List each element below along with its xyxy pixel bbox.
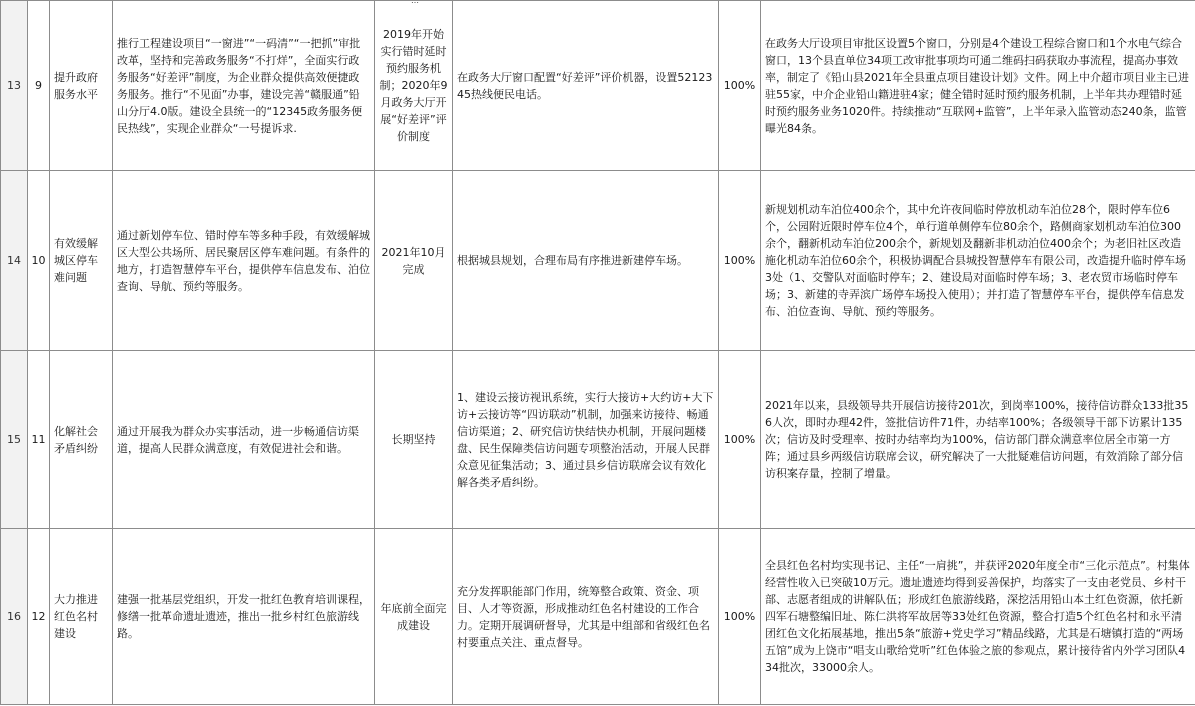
task-cell[interactable]: 大力推进红色名村建设 [50, 529, 113, 705]
table-row [1, 1, 1195, 171]
plan-cell[interactable]: 1、建设云接访视讯系统，实行大接访+大约访+大下访+云接访等“四访联动”机制，加强来访接待、畅通信访渠道；2、研究信访快结快办机制，开展问题楼盘、民生保障类信访问题专项整治活动，开展人民群众意见征集活动；3、通过县乡信访联席会议有效化解各类矛盾纠纷。 [453, 351, 719, 529]
plan-cell[interactable]: 根据城县规划，合理布局有序推进新建停车场。 [453, 171, 719, 351]
plan-cell[interactable]: 充分发挥职能部门作用，统筹整合政策、资金、项目、人才等资源，形成推动红色名村建设的工作合力。定期开展调研督导，尤其是中组部和省级红色名村要重点关注、重点督导。 [453, 529, 719, 705]
progress-cell[interactable]: 100% [719, 1, 761, 171]
result-cell[interactable]: 新规划机动车泊位400余个，其中允许夜间临时停放机动车泊位28个，限时停车位6个，公园附近限时停车位4个，单行道单侧停车位80余个，路侧商家划机动车泊位300余个，翻新机动车泊位200余个，新规划及翻新非机动泊位400余个；为老旧社区改造施化机动车泊位60余个，积极协调配合县城投智慧停车有限公司，改造提升临时停车场3处（1、交警队对面临时停车；2、建设局对面临时停车场；3、老农贸市场临时停车场；3、新建的寺弄滨广场停车场投入使用）；并打造了智慧停车平台，提供停车信息发布、泊位查询、导航、预约等服务。 [761, 171, 1195, 351]
measure-cell[interactable]: 通过新划停车位、错时停车等多种手段，有效缓解城区大型公共场所、居民聚居区停车难问题。有条件的地方，打造智慧停车平台，提供停车信息发布、泊位查询、导航、预约等服务。 [113, 171, 375, 351]
table-row [1, 529, 1195, 705]
progress-cell[interactable]: 100% [719, 529, 761, 705]
result-cell[interactable]: 全县红色名村均实现书记、主任“一肩挑”，并获评2020年度全市“三化示范点”。村集体经营性收入已突破10万元。遗址遗迹均得到妥善保护，均落实了一支由老党员、乡村干部、志愿者组成的讲解队伍；形成红色旅游线路，深挖活用铅山本土红色资源，依托新四军石塘整编旧址、陈仁洪将军故居等33处红色资源，整合打造5个红色名村和永平清团红色文化拓展基地，推出5条“旅游+党史学习”精品线路，尤其是石塘镇打造的“两场五馆”成为上饶市“唱支山歌给党听”红色体验之旅的参观点，累计接待省内外学习团队434批次，33000余人。 [761, 529, 1195, 705]
seq-cell[interactable]: 9 [28, 1, 50, 171]
deadline-cell[interactable]: 长期坚持 [375, 351, 453, 529]
deadline-cell[interactable]: 年底前全面完成建设 [375, 529, 453, 705]
row-header[interactable]: 13 [1, 1, 28, 171]
seq-cell[interactable]: 12 [28, 529, 50, 705]
row-header[interactable]: 15 [1, 351, 28, 529]
result-cell[interactable]: 在政务大厅设项目审批区设置5个窗口，分别是4个建设工程综合窗口和1个水电气综合窗口，13个县直单位34项工改审批事项均可通二维码扫码获取办事流程，提高办事效率，制定了《铅山县2021年全县重点项目建设计划》文件。网上中介超市项目业主已进驻55家，中介企业铅山籍进驻4家；健全错时延时预约服务机制，上半年共办理错时延时预约服务业务1020件。持续推动“互联网+监管”，上半年录入监管动态240条，监管曝光84条。 [761, 1, 1195, 171]
measure-cell[interactable]: 通过开展我为群众办实事活动，进一步畅通信访渠道，提高人民群众满意度，有效促进社会和谐。 [113, 351, 375, 529]
measure-cell[interactable]: 推行工程建设项目“一窗进”“一码清”“一把抓”审批改革，坚持和完善政务服务“不打烊”，全面实行政务服务“好差评”制度，为企业群众提供高效便捷政务服务。推行“不见面”办事，建设完善“赣服通”铅山分厅4.0版。建设全县统一的“12345政务服务便民热线”，实现企业群众“一号提诉求. [113, 1, 375, 171]
row-header[interactable]: 14 [1, 171, 28, 351]
progress-cell[interactable]: 100% [719, 171, 761, 351]
plan-cell[interactable]: 在政务大厅窗口配置“好差评”评价机器，设置5212345热线便民电话。 [453, 1, 719, 171]
measure-cell[interactable]: 建强一批基层党组织，开发一批红色教育培训课程，修缮一批革命遗址遗迹，推出一批乡村红色旅游线路。 [113, 529, 375, 705]
progress-cell[interactable]: 100% [719, 351, 761, 529]
deadline-cell[interactable]: 2019年开始实行错时延时预约服务机制；2020年9月政务大厅开展“好差评”评价制度 [375, 1, 453, 171]
seq-cell[interactable]: 11 [28, 351, 50, 529]
table-row [1, 351, 1195, 529]
result-cell[interactable]: 2021年以来，县级领导共开展信访接待201次，到岗率100%，接待信访群众133批356人次，即时办理42件，签批信访件71件，办结率100%；各级领导干部下访累计135次；信访及时受理率、按时办结率均为100%，信访部门群众满意率位居全市第一方阵；通过县乡两级信访联席会议，研究解决了一大批疑难信访问题，有效消除了部分信访积案存量，控制了增量。 [761, 351, 1195, 529]
seq-cell[interactable]: 10 [28, 171, 50, 351]
task-cell[interactable]: 提升政府服务水平 [50, 1, 113, 171]
row-header[interactable]: 16 [1, 529, 28, 705]
task-cell[interactable]: 有效缓解城区停车难问题 [50, 171, 113, 351]
task-cell[interactable]: 化解社会矛盾纠纷 [50, 351, 113, 529]
deadline-cell[interactable]: 2021年10月完成 [375, 171, 453, 351]
table-row [1, 171, 1195, 351]
clipped-header-text: … [411, 0, 419, 5]
